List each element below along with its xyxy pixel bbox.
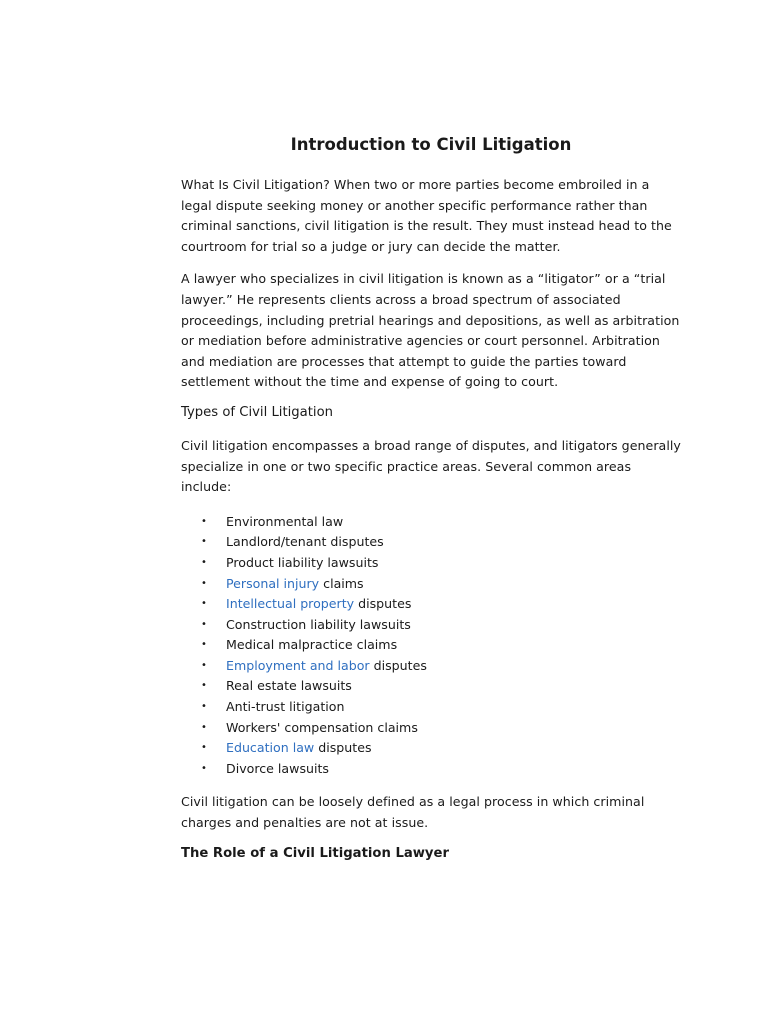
list-item-text: Landlord/tenant disputes bbox=[226, 534, 384, 550]
list-item-text: Medical malpractice claims bbox=[226, 637, 398, 653]
list-item-text: Product liability lawsuits bbox=[226, 554, 379, 570]
list-item-text: disputes bbox=[354, 596, 412, 612]
list-item-text: disputes bbox=[314, 740, 372, 756]
list-item-text: Divorce lawsuits bbox=[226, 760, 329, 776]
bullet-icon: • bbox=[201, 659, 207, 671]
types-heading: Types of Civil Litigation bbox=[181, 404, 334, 420]
bullet-icon: • bbox=[201, 742, 207, 754]
intro-paragraph: What Is Civil Litigation? When two or more parties become embroiled in a legal dispute seeking money or another specific performance rather than criminal sanctions, civil litigation is the result. They must instead head to the courtroom for trial so a judge or jury can decide the matter. bbox=[181, 177, 672, 254]
list-item bbox=[201, 759, 681, 780]
list-item-text: Environmental law bbox=[226, 513, 344, 529]
list-item bbox=[201, 574, 681, 595]
bullet-icon: • bbox=[201, 618, 207, 630]
document-page bbox=[181, 134, 681, 877]
list-item bbox=[201, 738, 681, 759]
role-heading: The Role of a Civil Litigation Lawyer bbox=[181, 845, 449, 861]
list-item bbox=[201, 594, 681, 615]
list-item-text: disputes bbox=[369, 657, 427, 673]
list-item bbox=[201, 553, 681, 574]
bullet-icon: • bbox=[201, 556, 207, 568]
bullet-icon: • bbox=[201, 577, 207, 589]
list-item-text: Workers' compensation claims bbox=[226, 719, 418, 735]
list-item-text: Real estate lawsuits bbox=[226, 678, 352, 694]
list-item bbox=[201, 656, 681, 677]
litigator-paragraph: A lawyer who specializes in civil litigation is known as a “litigator” or a “trial lawyer.” He represents clients across a broad spectrum of associated proceedings, including pretrial hearings and depositions, as well as arbitration or mediation before administrative agencies or court personnel. Arbitration and mediation are processes that attempt to guide the parties toward settlement without the time and expense of going to court. bbox=[181, 271, 680, 390]
list-item bbox=[201, 635, 681, 656]
list-item bbox=[201, 532, 681, 553]
list-item-text: Construction liability lawsuits bbox=[226, 616, 411, 632]
bullet-icon: • bbox=[201, 515, 207, 527]
list-item-text: Anti-trust litigation bbox=[226, 699, 345, 715]
bullet-icon: • bbox=[201, 762, 207, 774]
list-item bbox=[201, 615, 681, 636]
bullet-icon: • bbox=[201, 639, 207, 651]
practice-area-link[interactable]: Employment and labor bbox=[226, 657, 370, 673]
practice-area-link[interactable]: Personal injury bbox=[226, 575, 320, 591]
list-item bbox=[201, 718, 681, 739]
bullet-icon: • bbox=[201, 721, 207, 733]
practice-area-link[interactable]: Education law bbox=[226, 740, 315, 756]
bullet-icon: • bbox=[201, 701, 207, 713]
list-item bbox=[201, 676, 681, 697]
types-paragraph: Civil litigation encompasses a broad range of disputes, and litigators generally specialize in one or two specific practice areas. Several common areas include: bbox=[181, 437, 681, 495]
bullet-icon: • bbox=[201, 598, 207, 610]
document-title: Introduction to Civil Litigation bbox=[290, 135, 572, 154]
definition-paragraph: Civil litigation can be loosely defined as a legal process in which criminal charges and penalties are not at issue. bbox=[181, 794, 645, 831]
practice-areas-list bbox=[181, 512, 681, 780]
bullet-icon: • bbox=[201, 536, 207, 548]
bullet-icon: • bbox=[201, 680, 207, 692]
list-item bbox=[201, 512, 681, 533]
list-item bbox=[201, 697, 681, 718]
list-item-text: claims bbox=[319, 575, 364, 591]
practice-area-link[interactable]: Intellectual property bbox=[226, 596, 355, 612]
